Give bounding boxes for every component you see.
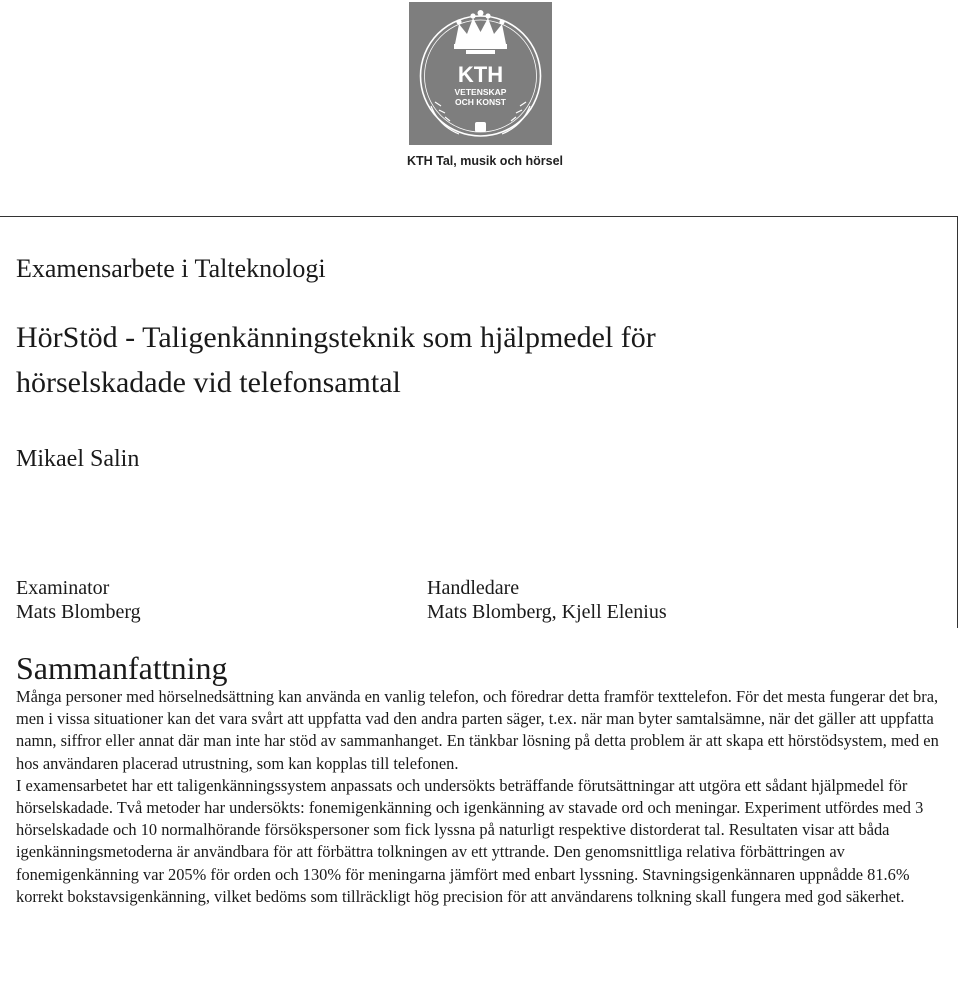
summary-paragraph: I examensarbetet har ett taligenkänningssystem anpassats och undersökts beträffande förutsättningar att utgöra ett sådant hjälpmedel för hörselskadade. Två metoder har undersökts: fonemigenkänning och igenkänning av stavade ord och meningar. Experiment utfördes med 3 hörselskadade och 10 normalhörande försökspersoner som fick lyssna på naturligt respektive distorderat tal. Resultaten visar att båda igenkänningsmetoderna är användbara för att förbättra tolkningen av ett yttrande. Den genomsnittliga relativa förbättringen av fonemigenkänning var 205% för orden och 130% för meningarna jämfört med enbart lyssning. Stavningsigenkännaren uppnådde 81.6% korrekt bokstavsigenkänning, vilket bedöms som tillräckligt hög precision för att användarens tolkning skall fungera med god säkerhet. xyxy=(16,775,924,906)
logo-line-text: OCH KONST xyxy=(455,97,506,107)
summary-heading: Sammanfattning xyxy=(16,650,228,686)
logo-kth-text: KTH xyxy=(457,62,504,87)
thesis-title-line-2: hörselskadade vid telefonsamtal xyxy=(16,366,401,399)
exam-type: Examensarbete i Talteknologi xyxy=(16,254,326,283)
thesis-title-line-1: HörStöd - Taligenkänningsteknik som hjälpmedel för xyxy=(16,321,656,354)
examinator-label: Examinator xyxy=(16,577,110,599)
logo-line-text: VETENSKAP xyxy=(454,87,507,97)
supervisor-names: Mats Blomberg, Kjell Elenius xyxy=(427,601,667,623)
examinator-name: Mats Blomberg xyxy=(16,601,141,623)
summary-body xyxy=(16,686,956,908)
author-name: Mikael Salin xyxy=(16,446,140,472)
kth-crown-seal-icon xyxy=(409,2,552,145)
supervisor-label: Handledare xyxy=(427,577,520,599)
department-name: KTH Tal, musik och hörsel xyxy=(406,154,564,168)
summary-paragraph: Många personer med hörselnedsättning kan använda en vanlig telefon, och föredrar detta framför texttelefon. För det mesta fungerar det bra, men i vissa situationer kan det vara svårt att uppfatta vad den andra parten säger, t.ex. när man byter samtalsämne, när det gäller att uppfatta namn, siffror eller annat där man inte har stöd av sammanhanget. En tänkbar lösning på detta problem är att skapa ett hörstödsystem, med en hos användaren placerad utrustning, som kan kopplas till telefonen. xyxy=(16,687,939,773)
kth-logo xyxy=(409,2,552,145)
